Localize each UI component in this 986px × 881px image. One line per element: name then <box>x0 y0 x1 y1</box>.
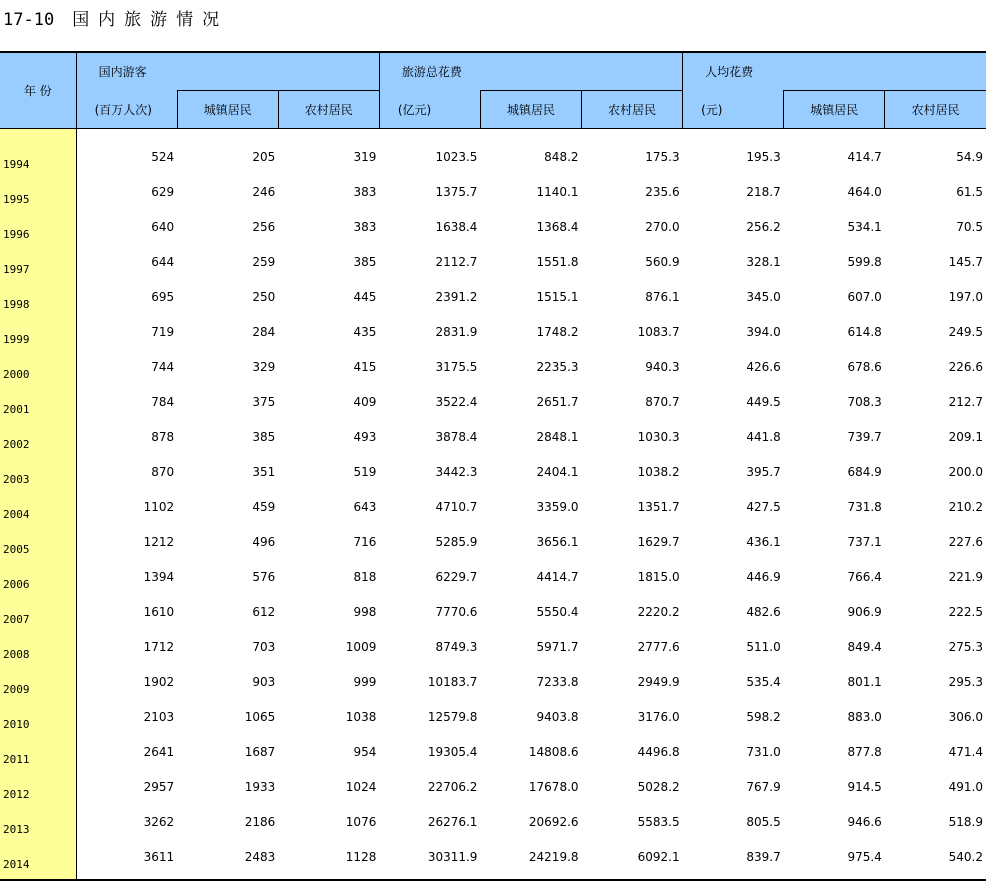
value-cell: 459 <box>252 499 276 514</box>
value-cell: 708.3 <box>847 394 882 409</box>
sub-header-rural: 农村居民 <box>582 91 683 129</box>
table-body <box>0 129 986 881</box>
value-cell: 1629.7 <box>637 534 680 549</box>
value-cell: 491.0 <box>948 779 983 794</box>
value-cell: 1038 <box>345 709 377 724</box>
value-cell: 197.0 <box>948 289 983 304</box>
value-cell: 998 <box>353 604 377 619</box>
value-cell: 7770.6 <box>435 604 478 619</box>
value-cell: 1038.2 <box>637 464 680 479</box>
value-cell: 1023.5 <box>435 149 478 164</box>
value-cell: 218.7 <box>746 184 781 199</box>
value-cell: 576 <box>252 569 276 584</box>
value-cell: 2235.3 <box>536 359 579 374</box>
value-cell: 5285.9 <box>435 534 478 549</box>
value-cell: 427.5 <box>746 499 781 514</box>
value-cell: 22706.2 <box>427 779 478 794</box>
value-cell: 1687 <box>244 744 276 759</box>
value-cell: 914.5 <box>847 779 882 794</box>
value-cell: 878 <box>151 429 175 444</box>
value-cell: 766.4 <box>847 569 882 584</box>
year-cell: 2001 <box>0 384 76 419</box>
group-header-per-capita: 人均花费 <box>683 52 986 91</box>
value-cell: 1212 <box>143 534 175 549</box>
value-cell: 70.5 <box>956 219 983 234</box>
value-cell: 560.9 <box>645 254 680 269</box>
sub-header-urban: 城镇居民 <box>480 91 581 129</box>
value-cell: 684.9 <box>847 464 882 479</box>
value-cell: 2949.9 <box>637 674 680 689</box>
value-cell: 1638.4 <box>435 219 478 234</box>
value-cell: 3878.4 <box>435 429 478 444</box>
value-cell: 3359.0 <box>536 499 579 514</box>
table-row <box>0 454 986 489</box>
value-cell: 643 <box>353 499 377 514</box>
value-cell: 801.1 <box>847 674 882 689</box>
value-cell: 4710.7 <box>435 499 478 514</box>
value-cell: 235.6 <box>645 184 680 199</box>
value-cell: 3656.1 <box>536 534 579 549</box>
value-cell: 2641 <box>143 744 175 759</box>
value-cell: 1515.1 <box>536 289 579 304</box>
value-cell: 1748.2 <box>536 324 579 339</box>
year-cell: 2005 <box>0 524 76 559</box>
table-title <box>3 6 228 34</box>
value-cell: 295.3 <box>948 674 983 689</box>
year-cell: 1997 <box>0 244 76 279</box>
value-cell: 221.9 <box>948 569 983 584</box>
year-cell: 1999 <box>0 314 76 349</box>
value-cell: 1394 <box>143 569 175 584</box>
table-row <box>0 839 986 880</box>
value-cell: 6229.7 <box>435 569 478 584</box>
value-cell: 695 <box>151 289 175 304</box>
value-cell: 524 <box>151 149 175 164</box>
table-row <box>0 279 986 314</box>
table-row <box>0 804 986 839</box>
value-cell: 540.2 <box>885 839 986 880</box>
value-cell: 7233.8 <box>536 674 579 689</box>
table-row <box>0 209 986 244</box>
value-cell: 227.6 <box>948 534 983 549</box>
value-cell: 426.6 <box>746 359 781 374</box>
value-cell: 518.9 <box>948 814 983 829</box>
value-cell: 210.2 <box>948 499 983 514</box>
year-cell: 1995 <box>0 174 76 209</box>
value-cell: 306.0 <box>948 709 983 724</box>
value-cell: 5971.7 <box>536 639 579 654</box>
value-cell: 849.4 <box>847 639 882 654</box>
value-cell: 870.7 <box>645 394 680 409</box>
value-cell: 1815.0 <box>637 569 680 584</box>
value-cell: 1024 <box>345 779 377 794</box>
value-cell: 375 <box>252 394 276 409</box>
value-cell: 329 <box>252 359 276 374</box>
value-cell: 496 <box>252 534 276 549</box>
value-cell: 716 <box>353 534 377 549</box>
value-cell: 703 <box>252 639 276 654</box>
value-cell: 8749.3 <box>435 639 478 654</box>
value-cell: 848.2 <box>544 149 579 164</box>
value-cell: 1712 <box>143 639 175 654</box>
value-cell: 511.0 <box>746 639 781 654</box>
value-cell: 9403.8 <box>536 709 579 724</box>
value-cell: 3262 <box>143 814 175 829</box>
value-cell: 446.9 <box>746 569 781 584</box>
table-row <box>0 314 986 349</box>
value-cell: 471.4 <box>948 744 983 759</box>
value-cell: 3176.0 <box>637 709 680 724</box>
year-cell: 2003 <box>0 454 76 489</box>
table-row <box>0 629 986 664</box>
value-cell: 385 <box>252 429 276 444</box>
value-cell: 351 <box>252 464 276 479</box>
year-cell: 2014 <box>0 839 76 880</box>
value-cell: 30311.9 <box>379 839 480 880</box>
value-cell: 383 <box>353 184 377 199</box>
value-cell: 731.8 <box>847 499 882 514</box>
value-cell: 719 <box>151 324 175 339</box>
value-cell: 519 <box>353 464 377 479</box>
tourism-table <box>0 51 986 881</box>
value-cell: 612 <box>252 604 276 619</box>
value-cell: 1030.3 <box>637 429 680 444</box>
value-cell: 2777.6 <box>637 639 680 654</box>
year-cell: 2010 <box>0 699 76 734</box>
value-cell: 1076 <box>345 814 377 829</box>
value-cell: 1140.1 <box>536 184 579 199</box>
value-cell: 1009 <box>345 639 377 654</box>
unit-header-total-spending: (亿元) <box>379 91 480 129</box>
value-cell: 839.7 <box>683 839 784 880</box>
value-cell: 445 <box>353 289 377 304</box>
value-cell: 20692.6 <box>528 814 579 829</box>
value-cell: 2112.7 <box>435 254 478 269</box>
value-cell: 250 <box>252 289 276 304</box>
value-cell: 10183.7 <box>427 674 478 689</box>
year-cell: 2002 <box>0 419 76 454</box>
value-cell: 3522.4 <box>435 394 478 409</box>
value-cell: 1083.7 <box>637 324 680 339</box>
value-cell: 640 <box>151 219 175 234</box>
value-cell: 2186 <box>244 814 276 829</box>
table-row <box>0 419 986 454</box>
value-cell: 256.2 <box>746 219 781 234</box>
group-header-total-spending: 旅游总花费 <box>379 52 682 91</box>
value-cell: 1065 <box>244 709 276 724</box>
table-row <box>0 384 986 419</box>
value-cell: 737.1 <box>847 534 882 549</box>
group-header-visitors: 国内游客 <box>76 52 379 91</box>
value-cell: 345.0 <box>746 289 781 304</box>
value-cell: 1933 <box>244 779 276 794</box>
value-cell: 903 <box>252 674 276 689</box>
value-cell: 4496.8 <box>637 744 680 759</box>
value-cell: 2651.7 <box>536 394 579 409</box>
value-cell: 275.3 <box>948 639 983 654</box>
table-header <box>0 52 986 129</box>
value-cell: 883.0 <box>847 709 882 724</box>
value-cell: 2957 <box>143 779 175 794</box>
value-cell: 629 <box>151 184 175 199</box>
year-cell: 2007 <box>0 594 76 629</box>
value-cell: 319 <box>353 149 377 164</box>
value-cell: 414.7 <box>847 149 882 164</box>
value-cell: 784 <box>151 394 175 409</box>
value-cell: 19305.4 <box>427 744 478 759</box>
value-cell: 614.8 <box>847 324 882 339</box>
value-cell: 175.3 <box>645 149 680 164</box>
year-cell: 2013 <box>0 804 76 839</box>
value-cell: 493 <box>353 429 377 444</box>
year-cell: 2000 <box>0 349 76 384</box>
value-cell: 2391.2 <box>435 289 478 304</box>
value-cell: 1902 <box>143 674 175 689</box>
table-row <box>0 594 986 629</box>
value-cell: 24219.8 <box>480 839 581 880</box>
year-cell: 2006 <box>0 559 76 594</box>
value-cell: 534.1 <box>847 219 882 234</box>
value-cell: 598.2 <box>746 709 781 724</box>
value-cell: 2404.1 <box>536 464 579 479</box>
value-cell: 270.0 <box>645 219 680 234</box>
value-cell: 394.0 <box>746 324 781 339</box>
value-cell: 1128 <box>278 839 379 880</box>
value-cell: 644 <box>151 254 175 269</box>
value-cell: 14808.6 <box>528 744 579 759</box>
value-cell: 54.9 <box>956 149 983 164</box>
table-row <box>0 664 986 699</box>
value-cell: 2831.9 <box>435 324 478 339</box>
value-cell: 954 <box>353 744 377 759</box>
value-cell: 678.6 <box>847 359 882 374</box>
value-cell: 2848.1 <box>536 429 579 444</box>
table-row <box>0 734 986 769</box>
value-cell: 906.9 <box>847 604 882 619</box>
value-cell: 145.7 <box>948 254 983 269</box>
table-row <box>0 489 986 524</box>
value-cell: 3611 <box>76 839 177 880</box>
year-cell: 2008 <box>0 629 76 664</box>
year-header: 年 份 <box>0 52 76 129</box>
value-cell: 1351.7 <box>637 499 680 514</box>
sub-header-urban: 城镇居民 <box>177 91 278 129</box>
value-cell: 1102 <box>143 499 175 514</box>
value-cell: 205 <box>252 149 276 164</box>
value-cell: 2103 <box>143 709 175 724</box>
value-cell: 195.3 <box>746 149 781 164</box>
value-cell: 3442.3 <box>435 464 478 479</box>
table-row <box>0 349 986 384</box>
year-cell: 2012 <box>0 769 76 804</box>
value-cell: 61.5 <box>956 184 983 199</box>
value-cell: 383 <box>353 219 377 234</box>
value-cell: 449.5 <box>746 394 781 409</box>
table-row <box>0 174 986 209</box>
value-cell: 209.1 <box>948 429 983 444</box>
year-cell: 1996 <box>0 209 76 244</box>
value-cell: 441.8 <box>746 429 781 444</box>
value-cell: 739.7 <box>847 429 882 444</box>
value-cell: 17678.0 <box>528 779 579 794</box>
value-cell: 946.6 <box>847 814 882 829</box>
value-cell: 385 <box>353 254 377 269</box>
value-cell: 5028.2 <box>637 779 680 794</box>
sub-header-rural: 农村居民 <box>278 91 379 129</box>
value-cell: 26276.1 <box>427 814 478 829</box>
value-cell: 4414.7 <box>536 569 579 584</box>
year-cell: 1994 <box>0 129 76 175</box>
value-cell: 877.8 <box>847 744 882 759</box>
table-row <box>0 244 986 279</box>
value-cell: 409 <box>353 394 377 409</box>
value-cell: 436.1 <box>746 534 781 549</box>
value-cell: 395.7 <box>746 464 781 479</box>
value-cell: 222.5 <box>948 604 983 619</box>
value-cell: 328.1 <box>746 254 781 269</box>
value-cell: 975.4 <box>784 839 885 880</box>
value-cell: 6092.1 <box>582 839 683 880</box>
sub-header-rural: 农村居民 <box>885 91 986 129</box>
table-row <box>0 699 986 734</box>
table-number: 17-10 <box>3 10 55 30</box>
value-cell: 599.8 <box>847 254 882 269</box>
table-row <box>0 129 986 175</box>
sub-header-urban: 城镇居民 <box>784 91 885 129</box>
value-cell: 482.6 <box>746 604 781 619</box>
value-cell: 1368.4 <box>536 219 579 234</box>
value-cell: 256 <box>252 219 276 234</box>
value-cell: 535.4 <box>746 674 781 689</box>
value-cell: 744 <box>151 359 175 374</box>
value-cell: 464.0 <box>847 184 882 199</box>
value-cell: 805.5 <box>746 814 781 829</box>
value-cell: 870 <box>151 464 175 479</box>
value-cell: 1610 <box>143 604 175 619</box>
table-row <box>0 559 986 594</box>
year-cell: 2009 <box>0 664 76 699</box>
unit-header-per-capita: (元) <box>683 91 784 129</box>
value-cell: 246 <box>252 184 276 199</box>
value-cell: 818 <box>353 569 377 584</box>
table-row <box>0 524 986 559</box>
year-cell: 2011 <box>0 734 76 769</box>
value-cell: 212.7 <box>948 394 983 409</box>
value-cell: 3175.5 <box>435 359 478 374</box>
value-cell: 2220.2 <box>637 604 680 619</box>
value-cell: 731.0 <box>746 744 781 759</box>
value-cell: 607.0 <box>847 289 882 304</box>
unit-header-visitors: (百万人次) <box>76 91 177 129</box>
value-cell: 940.3 <box>645 359 680 374</box>
value-cell: 999 <box>353 674 377 689</box>
value-cell: 259 <box>252 254 276 269</box>
value-cell: 5550.4 <box>536 604 579 619</box>
value-cell: 415 <box>353 359 377 374</box>
value-cell: 249.5 <box>948 324 983 339</box>
value-cell: 284 <box>252 324 276 339</box>
value-cell: 1375.7 <box>435 184 478 199</box>
value-cell: 767.9 <box>746 779 781 794</box>
value-cell: 200.0 <box>948 464 983 479</box>
value-cell: 876.1 <box>645 289 680 304</box>
value-cell: 5583.5 <box>637 814 680 829</box>
table-title-text: 国内旅游情况 <box>72 10 229 30</box>
value-cell: 226.6 <box>948 359 983 374</box>
value-cell: 2483 <box>177 839 278 880</box>
table-row <box>0 769 986 804</box>
value-cell: 1551.8 <box>536 254 579 269</box>
year-cell: 1998 <box>0 279 76 314</box>
value-cell: 12579.8 <box>427 709 478 724</box>
value-cell: 435 <box>353 324 377 339</box>
year-cell: 2004 <box>0 489 76 524</box>
